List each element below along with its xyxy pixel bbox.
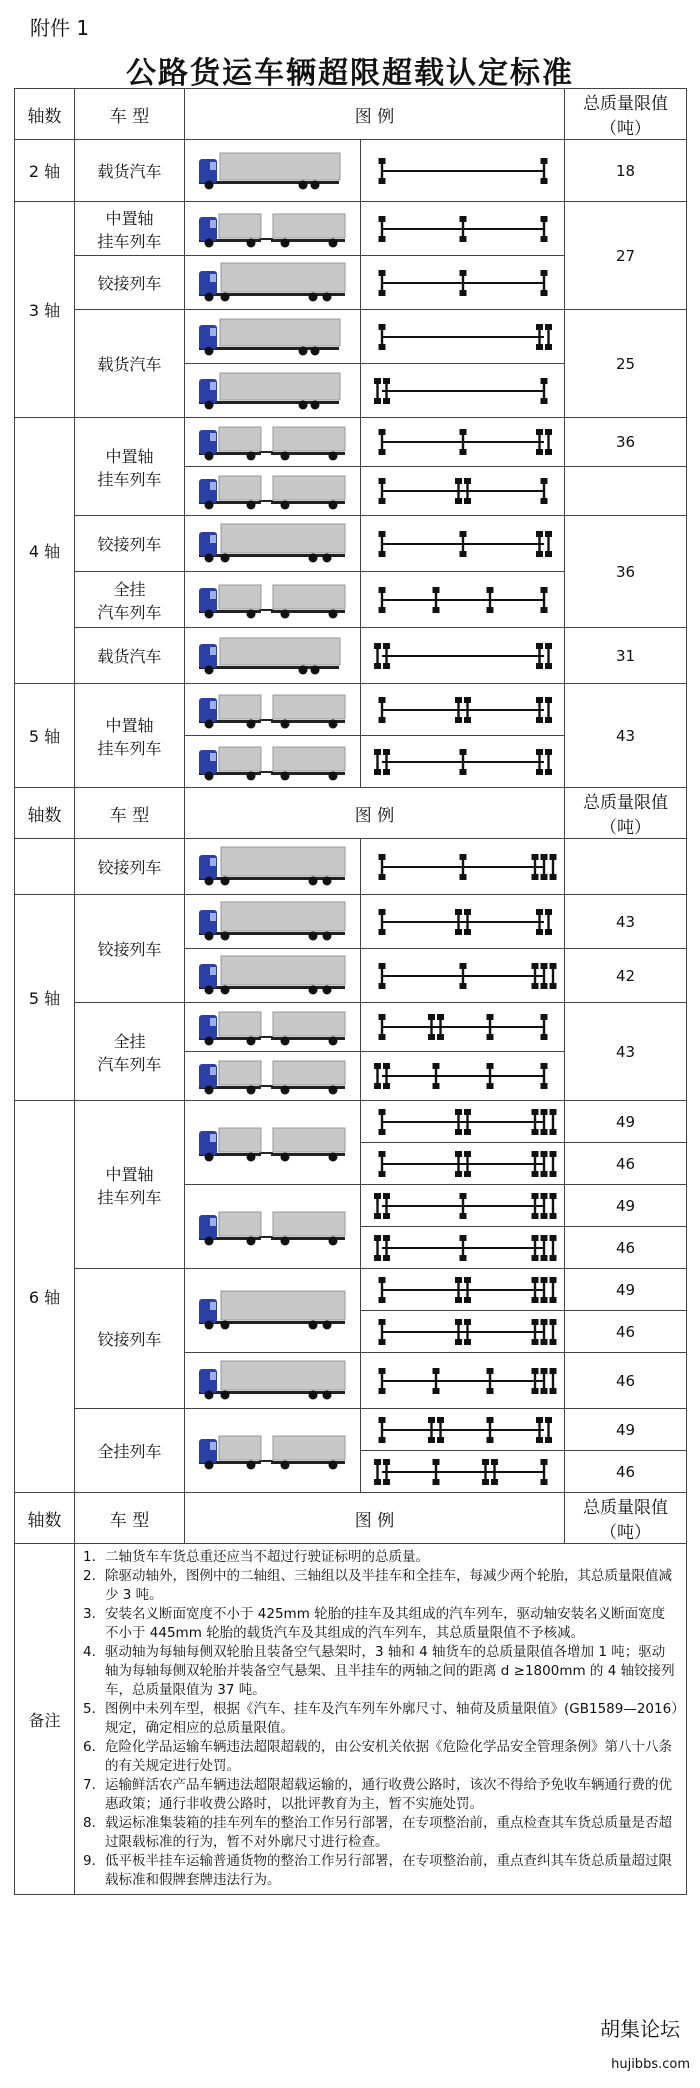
table-row bbox=[15, 839, 687, 895]
axle-diagram-icon bbox=[361, 1451, 565, 1493]
truck-icon bbox=[185, 140, 361, 202]
axle-diagram-icon bbox=[361, 1269, 565, 1311]
page-title: 公路货运车辆超限超载认定标准 bbox=[126, 56, 574, 91]
axle-diagram-icon bbox=[361, 140, 565, 202]
vehicle-type: 载货汽车 bbox=[75, 140, 185, 202]
vehicle-type-l2: 挂车列车 bbox=[97, 469, 162, 489]
header-limit-l2: （吨） bbox=[600, 818, 651, 838]
note-item bbox=[83, 1776, 678, 1814]
axle-diagram-icon bbox=[361, 516, 565, 572]
truck-icon bbox=[185, 895, 361, 949]
table-row bbox=[15, 1409, 687, 1451]
table-row bbox=[15, 516, 687, 572]
axle-count: 4 轴 bbox=[15, 418, 75, 684]
axle-count: 6 轴 bbox=[15, 1101, 75, 1493]
axle-diagram-icon bbox=[361, 310, 565, 364]
mass-limit: 49 bbox=[565, 1101, 687, 1143]
table-row bbox=[15, 628, 687, 684]
axle-diagram-icon bbox=[361, 628, 565, 684]
header-type: 车 型 bbox=[75, 1493, 185, 1544]
table-row bbox=[15, 140, 687, 202]
mass-limit: 46 bbox=[565, 1227, 687, 1269]
axle-diagram-icon bbox=[361, 202, 565, 256]
notes-list bbox=[83, 1548, 678, 1890]
notes-content bbox=[75, 1544, 687, 1895]
truck-icon bbox=[185, 1185, 361, 1269]
note-text: 驱动轴为每轴每侧双轮胎且装备空气悬架时，3 轴和 4 轴货车的总质量限值各增加 1 吨；驱动轴为每轴每侧双轮胎并装备空气悬架、且半挂车的两轴之间的距离 d ≥1800mm 的 4 轴铰接列车，总质量限值为 37 吨。 bbox=[105, 1644, 675, 1698]
truck-icon bbox=[185, 467, 361, 516]
vehicle-type bbox=[75, 418, 185, 516]
vehicle-type: 全挂列车 bbox=[75, 1409, 185, 1493]
vehicle-type: 铰接列车 bbox=[75, 1269, 185, 1409]
header-row bbox=[15, 1493, 687, 1544]
truck-icon bbox=[185, 202, 361, 256]
mass-limit: 49 bbox=[565, 1409, 687, 1451]
mass-limit: 43 bbox=[565, 684, 687, 788]
axle-diagram-icon bbox=[361, 1143, 565, 1185]
mass-limit: 42 bbox=[565, 949, 687, 1003]
mass-limit: 31 bbox=[565, 628, 687, 684]
table-row bbox=[15, 1101, 687, 1143]
axle-diagram-icon bbox=[361, 736, 565, 788]
note-number: 8. bbox=[83, 1815, 96, 1831]
note-item bbox=[83, 1567, 678, 1605]
note-text: 除驱动轴外，图例中的二轴组、三轴组以及半挂车和全挂车，每减少两个轮胎，其总质量限值减少 3 吨。 bbox=[105, 1568, 672, 1603]
truck-icon bbox=[185, 572, 361, 628]
note-number: 4. bbox=[83, 1644, 96, 1660]
axle-diagram-icon bbox=[361, 572, 565, 628]
vehicle-type: 铰接列车 bbox=[75, 516, 185, 572]
axle-diagram-icon bbox=[361, 364, 565, 418]
axle-count: 3 轴 bbox=[15, 202, 75, 418]
header-axles: 轴数 bbox=[15, 788, 75, 839]
note-number: 9. bbox=[83, 1853, 96, 1869]
forum-watermark: 胡集论坛 bbox=[600, 2017, 680, 2041]
axle-diagram-icon bbox=[361, 895, 565, 949]
standards-table-wrapper bbox=[14, 88, 686, 1895]
notes-label: 备注 bbox=[15, 1544, 75, 1895]
header-limit bbox=[565, 1493, 687, 1544]
note-text: 运输鲜活农产品车辆违法超限超载运输的，通行收费公路时，该次不得给予免收车辆通行费的优惠政策；通行非收费公路时，以批评教育为主，暂不实施处罚。 bbox=[105, 1777, 672, 1812]
mass-limit: 46 bbox=[565, 1451, 687, 1493]
mass-limit: 46 bbox=[565, 1353, 687, 1409]
header-type: 车 型 bbox=[75, 788, 185, 839]
vehicle-type-l1: 中置轴 bbox=[105, 446, 154, 466]
vehicle-type-l1: 中置轴 bbox=[105, 715, 154, 735]
table-row bbox=[15, 895, 687, 949]
truck-icon bbox=[185, 684, 361, 736]
mass-limit: 43 bbox=[565, 1003, 687, 1101]
axle-diagram-icon bbox=[361, 684, 565, 736]
axle-diagram-icon bbox=[361, 467, 565, 516]
vehicle-type: 铰接列车 bbox=[75, 256, 185, 310]
vehicle-type-l1: 中置轴 bbox=[105, 208, 154, 228]
mass-limit: 43 bbox=[565, 895, 687, 949]
vehicle-type-l2: 挂车列车 bbox=[97, 738, 162, 758]
vehicle-type: 载货汽车 bbox=[75, 628, 185, 684]
note-number: 3. bbox=[83, 1606, 96, 1622]
note-number: 1. bbox=[83, 1549, 96, 1565]
vehicle-type-l2: 汽车列车 bbox=[97, 1054, 162, 1074]
mass-limit bbox=[565, 839, 687, 895]
truck-icon bbox=[185, 1052, 361, 1101]
vehicle-type-l1: 全挂 bbox=[113, 579, 146, 599]
axle-count: 5 轴 bbox=[15, 895, 75, 1101]
vehicle-type bbox=[75, 202, 185, 256]
note-text: 二轴货车车货总重还应当不超过行驶证标明的总质量。 bbox=[105, 1549, 429, 1565]
table-row bbox=[15, 418, 687, 467]
header-limit-l1: 总质量限值 bbox=[583, 1498, 668, 1518]
vehicle-type-l1: 全挂 bbox=[113, 1031, 146, 1051]
vehicle-type bbox=[75, 1101, 185, 1269]
vehicle-type-l2: 汽车列车 bbox=[97, 602, 162, 622]
axle-diagram-icon bbox=[361, 1101, 565, 1143]
note-text: 载运标准集装箱的挂车列车的整治工作另行部署，在专项整治前，重点检查其车货总质量是否超过限载标准的行为，暂不对外廓尺寸进行检查。 bbox=[105, 1815, 672, 1850]
vehicle-type: 铰接列车 bbox=[75, 839, 185, 895]
table-row bbox=[15, 202, 687, 256]
table-row bbox=[15, 1003, 687, 1052]
note-text: 安装名义断面宽度不小于 425mm 轮胎的挂车及其组成的汽车列车，驱动轴安装名义断面宽度不小于 445mm 轮胎的载货汽车及其组成的汽车列车，其总质量限值不予核减。 bbox=[105, 1606, 666, 1641]
axle-diagram-icon bbox=[361, 1003, 565, 1052]
header-limit bbox=[565, 788, 687, 839]
mass-limit: 25 bbox=[565, 310, 687, 418]
header-limit-l2: （吨） bbox=[600, 119, 651, 139]
note-item bbox=[83, 1814, 678, 1852]
vehicle-type bbox=[75, 684, 185, 788]
mass-limit: 49 bbox=[565, 1269, 687, 1311]
axle-count: 2 轴 bbox=[15, 140, 75, 202]
axle-diagram-icon bbox=[361, 256, 565, 310]
header-limit-l1: 总质量限值 bbox=[583, 94, 668, 114]
table-row bbox=[15, 310, 687, 364]
note-item bbox=[83, 1700, 678, 1738]
note-item bbox=[83, 1643, 678, 1700]
vehicle-type bbox=[75, 572, 185, 628]
truck-icon bbox=[185, 949, 361, 1003]
vehicle-type-l2: 挂车列车 bbox=[97, 231, 162, 251]
axle-diagram-icon bbox=[361, 1227, 565, 1269]
note-item bbox=[83, 1852, 678, 1890]
truck-icon bbox=[185, 516, 361, 572]
axle-diagram-icon bbox=[361, 1311, 565, 1353]
axle-diagram-icon bbox=[361, 1052, 565, 1101]
header-limit-l1: 总质量限值 bbox=[583, 793, 668, 813]
table-row bbox=[15, 1269, 687, 1311]
notes-row bbox=[15, 1544, 687, 1895]
axle-diagram-icon bbox=[361, 839, 565, 895]
header-row bbox=[15, 788, 687, 839]
mass-limit bbox=[565, 467, 687, 516]
axle-count: 5 轴 bbox=[15, 684, 75, 788]
header-axles: 轴数 bbox=[15, 1493, 75, 1544]
note-item bbox=[83, 1738, 678, 1776]
header-diagram: 图 例 bbox=[185, 788, 565, 839]
truck-icon bbox=[185, 256, 361, 310]
note-number: 7. bbox=[83, 1777, 96, 1793]
truck-icon bbox=[185, 364, 361, 418]
note-number: 6. bbox=[83, 1739, 96, 1755]
header-row bbox=[15, 89, 687, 140]
truck-icon bbox=[185, 736, 361, 788]
truck-icon bbox=[185, 1101, 361, 1185]
truck-icon bbox=[185, 1269, 361, 1353]
note-number: 5. bbox=[83, 1701, 96, 1717]
note-text: 低平板半挂车运输普通货物的整治工作另行部署，在专项整治前，重点查纠其车货总质量超过限载标准和假牌套牌违法行为。 bbox=[105, 1853, 672, 1888]
standards-table bbox=[14, 88, 687, 1895]
axle-diagram-icon bbox=[361, 418, 565, 467]
vehicle-type-l1: 中置轴 bbox=[105, 1164, 154, 1184]
axle-diagram-icon bbox=[361, 1353, 565, 1409]
header-axles: 轴数 bbox=[15, 89, 75, 140]
truck-icon bbox=[185, 1353, 361, 1409]
truck-icon bbox=[185, 310, 361, 364]
truck-icon bbox=[185, 628, 361, 684]
attachment-label: 附件 1 bbox=[30, 16, 90, 40]
vehicle-type: 铰接列车 bbox=[75, 895, 185, 1003]
mass-limit: 36 bbox=[565, 516, 687, 628]
mass-limit: 46 bbox=[565, 1143, 687, 1185]
note-number: 2. bbox=[83, 1568, 96, 1584]
note-item bbox=[83, 1605, 678, 1643]
truck-icon bbox=[185, 1409, 361, 1493]
table-row bbox=[15, 684, 687, 736]
axle-diagram-icon bbox=[361, 949, 565, 1003]
mass-limit: 36 bbox=[565, 418, 687, 467]
header-diagram: 图 例 bbox=[185, 1493, 565, 1544]
header-limit bbox=[565, 89, 687, 140]
vehicle-type bbox=[75, 1003, 185, 1101]
mass-limit: 49 bbox=[565, 1185, 687, 1227]
axle-count bbox=[15, 839, 75, 895]
axle-diagram-icon bbox=[361, 1185, 565, 1227]
vehicle-type: 载货汽车 bbox=[75, 310, 185, 418]
mass-limit: 18 bbox=[565, 140, 687, 202]
vehicle-type-l2: 挂车列车 bbox=[97, 1187, 162, 1207]
truck-icon bbox=[185, 839, 361, 895]
header-diagram: 图 例 bbox=[185, 89, 565, 140]
mass-limit: 46 bbox=[565, 1311, 687, 1353]
truck-icon bbox=[185, 418, 361, 467]
note-text: 危险化学品运输车辆违法超限超载的，由公安机关依据《危险化学品安全管理条例》第八十八条的有关规定进行处罚。 bbox=[105, 1739, 672, 1774]
mass-limit: 27 bbox=[565, 202, 687, 310]
axle-diagram-icon bbox=[361, 1409, 565, 1451]
header-type: 车 型 bbox=[75, 89, 185, 140]
truck-icon bbox=[185, 1003, 361, 1052]
note-text: 图例中未列车型，根据《汽车、挂车及汽车列车外廓尺寸、轴荷及质量限值》(GB1589—2016）规定，确定相应的总质量限值。 bbox=[105, 1701, 678, 1736]
note-item bbox=[83, 1548, 678, 1567]
header-limit-l2: （吨） bbox=[600, 1523, 651, 1543]
forum-url: hujibbs.com bbox=[611, 2057, 690, 2072]
